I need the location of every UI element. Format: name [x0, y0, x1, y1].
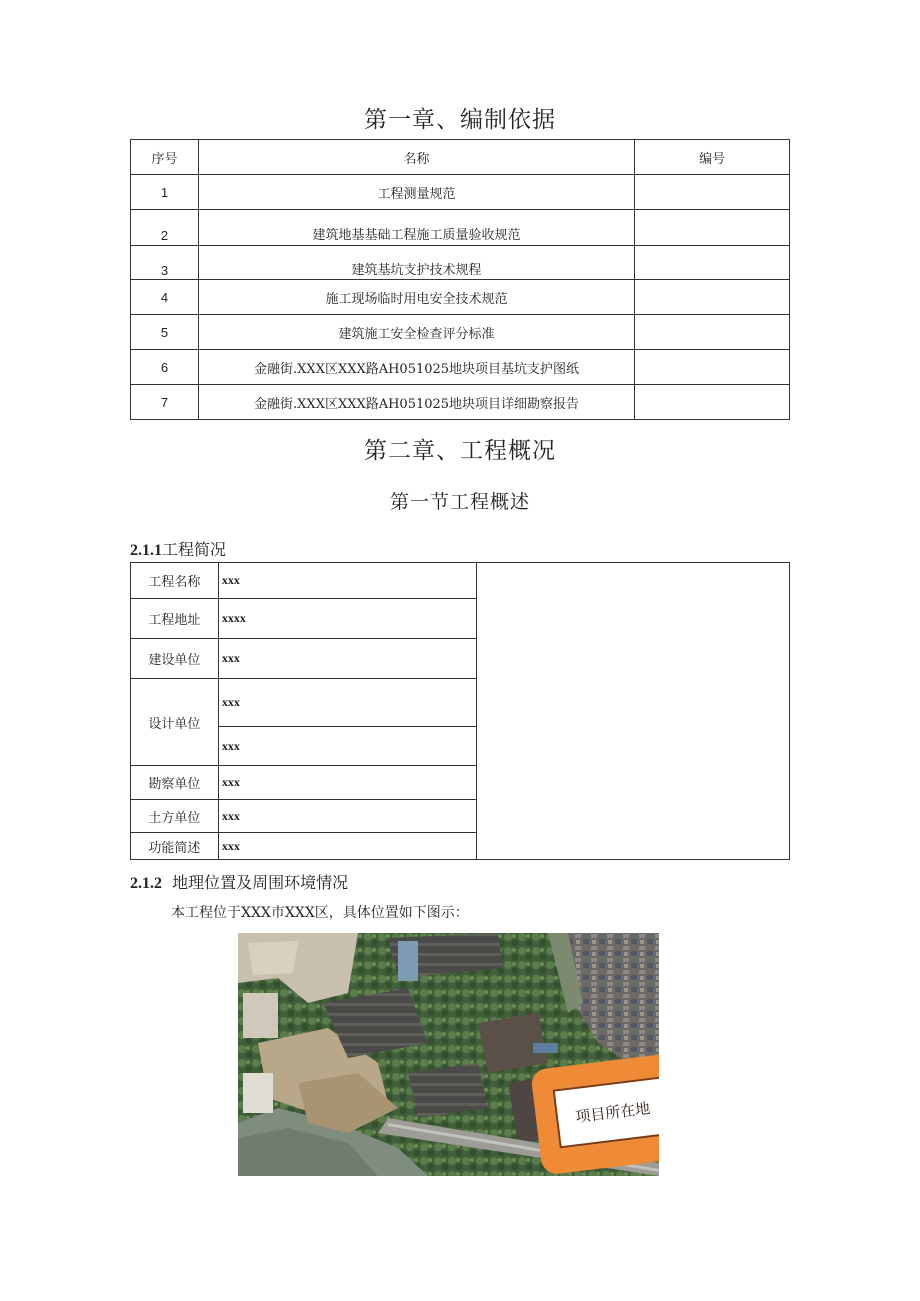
table-row — [131, 280, 790, 315]
table-row — [131, 246, 790, 280]
subsection-2-1-1-heading — [130, 537, 226, 560]
row-seq: 5 — [131, 315, 199, 350]
row-name: 施工现场临时用电安全技术规范 — [198, 280, 634, 315]
location-map — [238, 933, 659, 1176]
table-row — [131, 350, 790, 385]
references-table — [130, 139, 790, 420]
blank-side-cell — [476, 563, 790, 860]
header-code: 编号 — [635, 140, 790, 175]
row-seq: 2 — [131, 210, 199, 246]
project-name-value: xxx — [218, 563, 476, 599]
row-seq: 7 — [131, 385, 199, 420]
project-address-value: xxxx — [218, 599, 476, 639]
header-name: 名称 — [198, 140, 634, 175]
table-row — [131, 175, 790, 210]
designer-value-2: xxx — [218, 727, 476, 766]
row-name: 建筑基坑支护技术规程 — [198, 246, 634, 280]
header-seq: 序号 — [131, 140, 199, 175]
project-info-table — [130, 562, 790, 860]
row-code — [635, 385, 790, 420]
function-value: xxx — [218, 833, 476, 860]
designer-label: 设计单位 — [131, 679, 219, 766]
subsection-2-1-2-heading — [130, 870, 348, 893]
subsection-number: 2.1.1 — [130, 542, 162, 559]
designer-value-1: xxx — [218, 679, 476, 727]
builder-label: 建设单位 — [131, 639, 219, 679]
row-name: 金融街.XXX区XXX路AH051025地块项目基坑支护图纸 — [198, 350, 634, 385]
project-location-label: 项目所在地 — [553, 1076, 659, 1148]
surveyor-label: 勘察单位 — [131, 766, 219, 800]
row-code — [635, 350, 790, 385]
earthwork-value: xxx — [218, 800, 476, 833]
earthwork-label: 土方单位 — [131, 800, 219, 833]
table-row — [131, 315, 790, 350]
chapter-1-title: 第一章、编制依据 — [364, 107, 556, 133]
table-header-row — [131, 140, 790, 175]
project-name-label: 工程名称 — [131, 563, 219, 599]
row-name: 工程测量规范 — [198, 175, 634, 210]
row-seq: 3 — [131, 246, 199, 280]
row-name: 建筑施工安全检查评分标准 — [198, 315, 634, 350]
section-1-title: 第一节工程概述 — [389, 491, 530, 513]
function-label: 功能简述 — [131, 833, 219, 860]
project-location-marker — [530, 1052, 659, 1175]
subsection-title: 工程简况 — [162, 540, 227, 559]
location-paragraph: 本工程位于XXX市XXX区，具体位置如下图示： — [171, 905, 469, 921]
row-seq: 4 — [131, 280, 199, 315]
subsection-number: 2.1.2 — [130, 875, 162, 892]
chapter-2-title: 第二章、工程概况 — [364, 438, 556, 464]
row-seq: 1 — [131, 175, 199, 210]
project-address-label: 工程地址 — [131, 599, 219, 639]
row-code — [635, 210, 790, 246]
row-code — [635, 175, 790, 210]
builder-value: xxx — [218, 639, 476, 679]
surveyor-value: xxx — [218, 766, 476, 800]
row-name: 建筑地基基础工程施工质量验收规范 — [198, 210, 634, 246]
row-code — [635, 280, 790, 315]
row-seq: 6 — [131, 350, 199, 385]
subsection-title: 地理位置及周围环境情况 — [172, 873, 349, 892]
row-code — [635, 246, 790, 280]
row-code — [635, 315, 790, 350]
table-row — [131, 385, 790, 420]
row-name: 金融街.XXX区XXX路AH051025地块项目详细勘察报告 — [198, 385, 634, 420]
table-row — [131, 210, 790, 246]
